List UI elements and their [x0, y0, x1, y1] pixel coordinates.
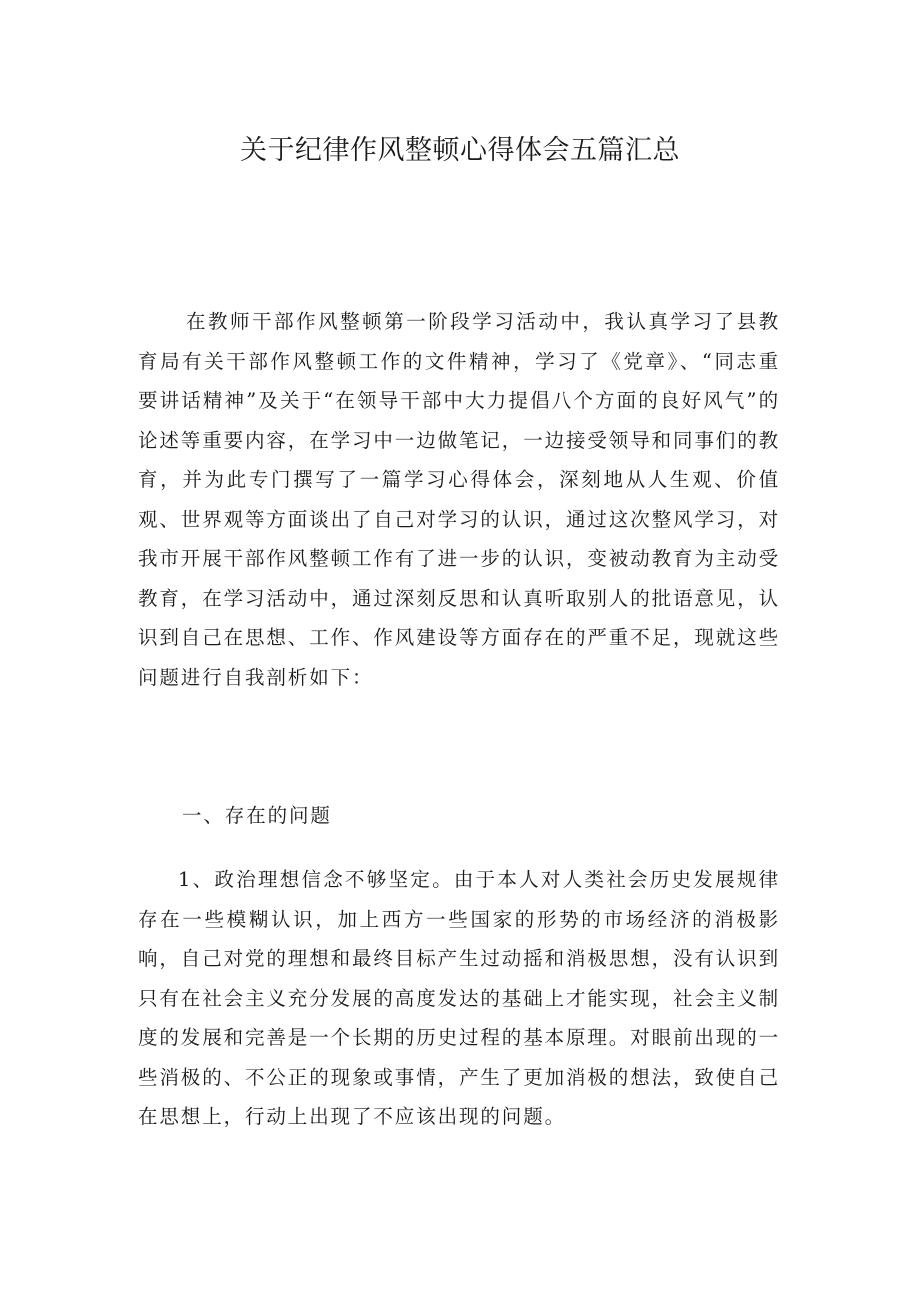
- point-1-paragraph: 1、政治理想信念不够坚定。由于本人对人类社会历史发展规律存在一些模糊认识，加上西方一些国家的形势的市场经济的消极影响，自己对党的理想和最终目标产生过动摇和消极思想，没有认识到只有在社会主义充分发展的高度发达的基础上才能实现，社会主义制度的发展和完善是一个长期的历史过程的基本原理。对眼前出现的一些消极的、不公正的现象或事情，产生了更加消极的想法，致使自己在思想上，行动上出现了不应该出现的问题。: [138, 868, 781, 1128]
- document-title: 关于纪律作风整顿心得体会五篇汇总: [240, 135, 680, 166]
- intro-paragraph: 在教师干部作风整顿第一阶段学习活动中，我认真学习了县教育局有关干部作风整顿工作的文件精神，学习了《党章》、“同志重要讲话精神”及关于“在领导干部中大力提倡八个方面的良好风气”的论述等重要内容，在学习中一边做笔记，一边接受领导和同事们的教育，并为此专门撰写了一篇学习心得体会，深刻地从人生观、价值观、世界观等方面谈出了自己对学习的认识，通过这次整风学习，对我市开展干部作风整顿工作有了进一步的认识，变被动教育为主动受教育，在学习活动中，通过深刻反思和认真听取别人的批语意见，认识到自己在思想、工作、作风建设等方面存在的严重不足，现就这些问题进行自我剖析如下：: [138, 310, 781, 689]
- section-heading-problems: 一、存在的问题: [182, 804, 332, 827]
